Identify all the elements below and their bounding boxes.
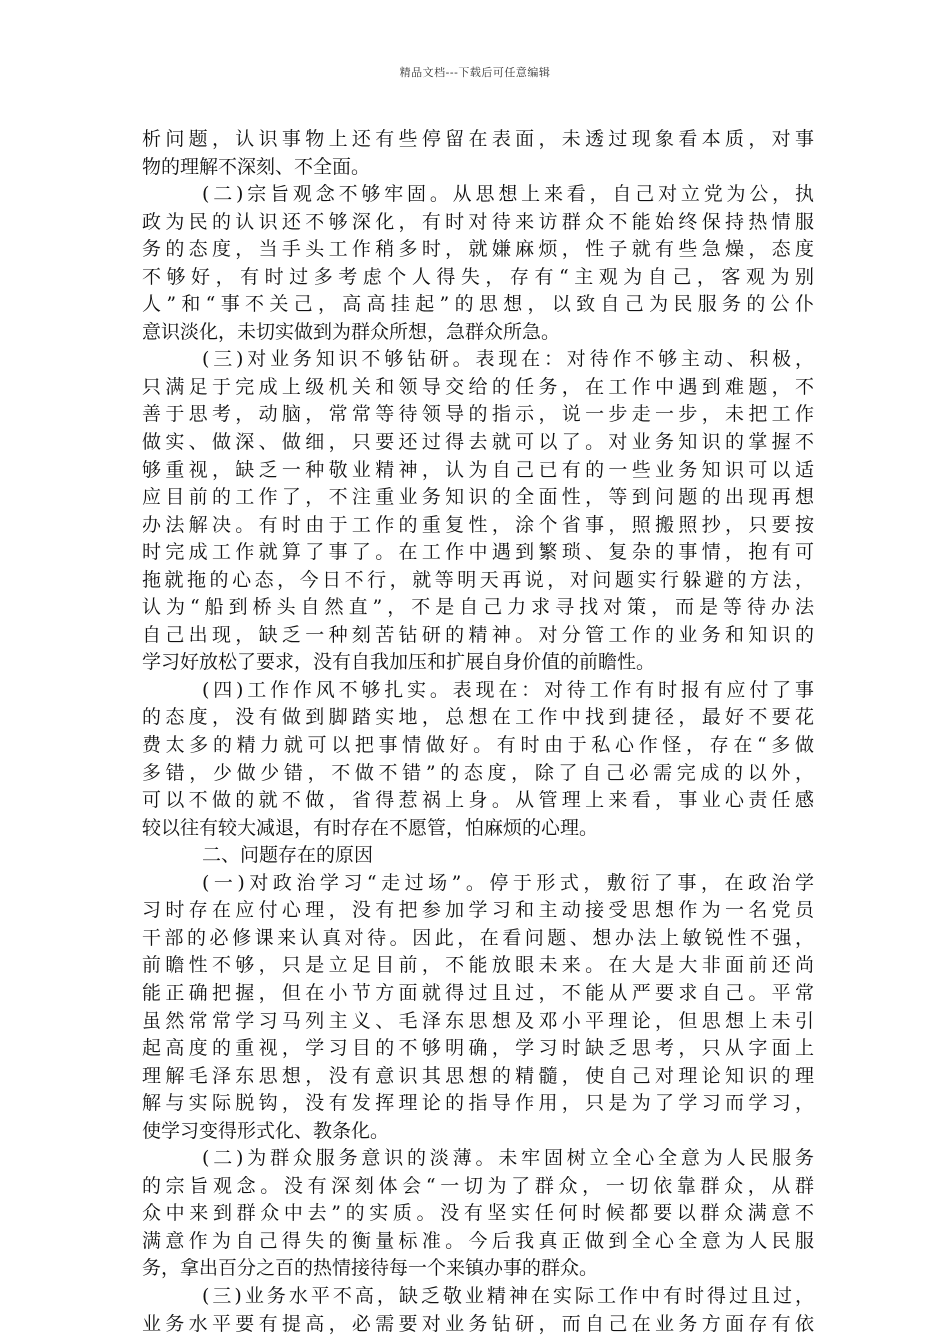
text-line: (二)为群众服务意识的淡薄。未牢固树立全心全意为人民服务 (202, 1147, 814, 1170)
text-line: 可以不做的就不做，省得惹祸上身。从管理上来看，事业心责任感 (142, 789, 814, 812)
text-line: (一)对政治学习“走过场”。停于形式，敷衍了事，在政治学 (202, 871, 814, 894)
text-line: 拖就拖的心态，今日不行，就等明天再说，对问题实行躲避的方法， (142, 568, 814, 591)
text-line: 费太多的精力就可以把事情做好。有时由于私心作怪，存在“多做 (142, 734, 814, 757)
text-line: 前瞻性不够，只是立足目前，不能放眼未来。在大是大非面前还尚 (142, 954, 814, 977)
text-line: (二)宗旨观念不够牢固。从思想上来看，自己对立党为公，执 (202, 183, 814, 206)
text-line: 政为民的认识还不够深化，有时对待来访群众不能始终保持热情服 (142, 210, 814, 233)
text-line: 理解毛泽东思想，没有意识其思想的精髓，使自己对理论知识的理 (142, 1064, 814, 1087)
text-line: 习时存在应付心理，没有把参加学习和主动接受思想作为一名党员 (142, 899, 814, 922)
text-line: (三)对业务知识不够钻研。表现在：对待作不够主动、积极， (202, 348, 814, 371)
text-line: 多错，少做少错，不做不错”的态度，除了自己必需完成的以外， (142, 761, 814, 784)
text-line: 自己出现，缺乏一种刻苦钻研的精神。对分管工作的业务和知识的 (142, 623, 814, 646)
text-line: 解与实际脱钩，没有发挥理论的指导作用，只是为了学习而学习， (142, 1092, 814, 1115)
text-line: 时完成工作就算了事了。在工作中遇到繁琐、复杂的事情，抱有可 (142, 541, 814, 564)
text-line: 够重视，缺乏一种敬业精神，认为自己已有的一些业务知识可以适 (142, 458, 814, 481)
page-header: 精品文档---下载后可任意编辑 (399, 66, 551, 79)
text-line: 众中来到群众中去”的实质。没有坚实任何时候都要以群众满意不 (142, 1202, 814, 1225)
text-line: 人”和“事不关己，高高挂起”的思想，以致自己为民服务的公仆 (142, 293, 814, 316)
text-line: 满意作为自己得失的衡量标准。今后我真正做到全心全意为人民服 (142, 1229, 814, 1252)
text-line: 起高度的重视，学习目的不够明确，学习时缺乏思考，只从字面上 (142, 1037, 814, 1060)
text-line: 办法解决。有时由于工作的重复性，涂个省事，照搬照抄，只要按 (142, 513, 814, 536)
text-line: 的宗旨观念。没有深刻体会“一切为了群众，一切依靠群众，从群 (142, 1174, 814, 1197)
text-line: 只满足于完成上级机关和领导交给的任务，在工作中遇到难题，不 (142, 375, 814, 398)
text-line: 析问题，认识事物上还有些停留在表面，未透过现象看本质，对事 (142, 128, 814, 150)
text-line: 业务水平要有提高，必需要对业务钻研，而自己在业务方面存有依 (142, 1312, 814, 1335)
text-line: 务，拿出百分之百的热情接待每一个来镇办事的群众。 (142, 1257, 599, 1280)
text-line: 不够好，有时过多考虑个人得失，存有“主观为自己，客观为别 (142, 265, 814, 288)
text-line: (四)工作作风不够扎实。表现在：对待工作有时报有应付了事 (202, 678, 814, 701)
text-line: 的态度，没有做到脚踏实地，总想在工作中找到捷径，最好不要花 (142, 706, 814, 729)
text-line: 二、问题存在的原因 (202, 844, 374, 867)
text-line: 学习好放松了要求，没有自我加压和扩展自身价值的前瞻性。 (142, 651, 656, 674)
text-line: 虽然常常学习马列主义、毛泽东思想及邓小平理论，但思想上未引 (142, 1009, 814, 1032)
text-line: 使学习变得形式化、教条化。 (142, 1119, 390, 1142)
text-line: 务的态度，当手头工作稍多时，就嫌麻烦，性子就有些急燥，态度 (142, 238, 814, 261)
text-line: 善于思考，动脑，常常等待领导的指示，说一步走一步，未把工作 (142, 403, 814, 426)
text-line: 能正确把握，但在小节方面就得过且过，不能从严要求自己。平常 (142, 981, 814, 1004)
text-line: 做实、做深、做细，只要还过得去就可以了。对业务知识的掌握不 (142, 431, 814, 454)
document-body (142, 126, 814, 1338)
text-line: 认为“船到桥头自然直”，不是自己力求寻找对策，而是等待办法 (142, 596, 814, 619)
text-line: 物的理解不深刻、不全面。 (142, 155, 371, 178)
text-line: 干部的必修课来认真对待。因此，在看问题、想办法上敏锐性不强， (142, 926, 814, 949)
text-line: 应目前的工作了，不注重业务知识的全面性，等到问题的出现再想 (142, 486, 814, 509)
text-line: 较以往有较大减退，有时存在不愿管，怕麻烦的心理。 (142, 816, 599, 839)
text-line: (三)业务水平不高，缺乏敬业精神在实际工作中有时得过且过， (202, 1284, 814, 1307)
text-line: 意识淡化，未切实做到为群众所想，急群众所急。 (142, 320, 561, 343)
